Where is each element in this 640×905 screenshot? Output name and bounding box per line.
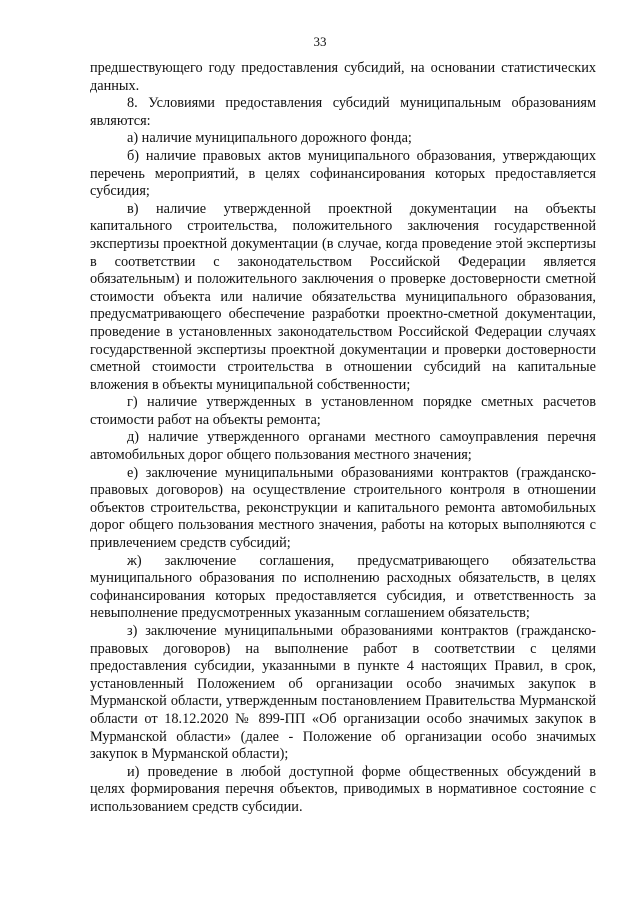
paragraph-subitem-b: б) наличие правовых актов муниципального образования, утверждающих перечень мероприятий, в целях софинансирования которых предоставляется субсидия; <box>90 147 596 200</box>
document-body <box>90 60 596 817</box>
paragraph-item-8: 8. Условиями предоставления субсидий муниципальным образованиям являются: <box>90 95 596 129</box>
paragraph-subitem-d: д) наличие утвержденного органами местного самоуправления перечня автомобильных дорог общего пользования местного значения; <box>90 429 596 464</box>
paragraph-subitem-e: е) заключение муниципальными образованиями контрактов (гражданско-правовых договоров) на осуществление строительного контроля в отношении объектов строительства, реконструкции и капитального ремонта автомобильных дорог общего пользования местного значения, работы на которых выполняются с привлечением средств субсидий; <box>90 464 596 552</box>
paragraph-subitem-a: а) наличие муниципального дорожного фонда; <box>127 130 412 147</box>
paragraph-subitem-i: и) проведение в любой доступной форме общественных обсуждений в целях формирования перечня объектов, приводимых в нормативное состояние с использованием средств субсидии. <box>90 763 596 815</box>
paragraph-subitem-g: г) наличие утвержденных в установленном порядке сметных расчетов стоимости работ на объекты ремонта; <box>90 394 596 428</box>
paragraph-subitem-zh: ж) заключение соглашения, предусматривающего обязательства муниципального образования по исполнению расходных обязательств, в целях софинансирования которых предоставляется субсидия, и ответственность за невыполнение предусмотренных указанным соглашением обязательств; <box>90 552 596 622</box>
paragraph-subitem-z: з) заключение муниципальными образованиями контрактов (гражданско-правовых договоров) на выполнение работ в соответствии с целями предоставления субсидии, указанными в пункте 4 настоящих Правил, в срок, установленный Положением об организации особо значимых закупок в Мурманской области, утвержденным постановлением Правительства Мурманской области от 18.12.2020 № 899-ПП «Об организации особо значимых закупок в Мурманской области» (далее - Положение об организации особо значимых закупок в Мурманской области); <box>90 623 596 763</box>
page-number: 33 <box>313 34 327 49</box>
paragraph-continuation: предшествующего году предоставления субсидий, на основании статистических данных. <box>90 60 596 94</box>
paragraph-subitem-v: в) наличие утвержденной проектной документации на объекты капитального строительства, положительного заключения государственной экспертизы проектной документации (в случае, когда проведение этой экспертизы в соответствии с законодательством Российской Федерации является обязательным) и положительного заключения о проверке достоверности сметной стоимости объекта или наличие обязательства муниципального образования, предусматривающего обеспечение разработки проектно-сметной документации, проведение в установленных законодательством Российской Федерации случаях государственной экспертизы проектной документации и проверки достоверности сметной стоимости строительства в отношении субсидий на капитальные вложения в объекты муниципальной собственности; <box>90 200 596 393</box>
